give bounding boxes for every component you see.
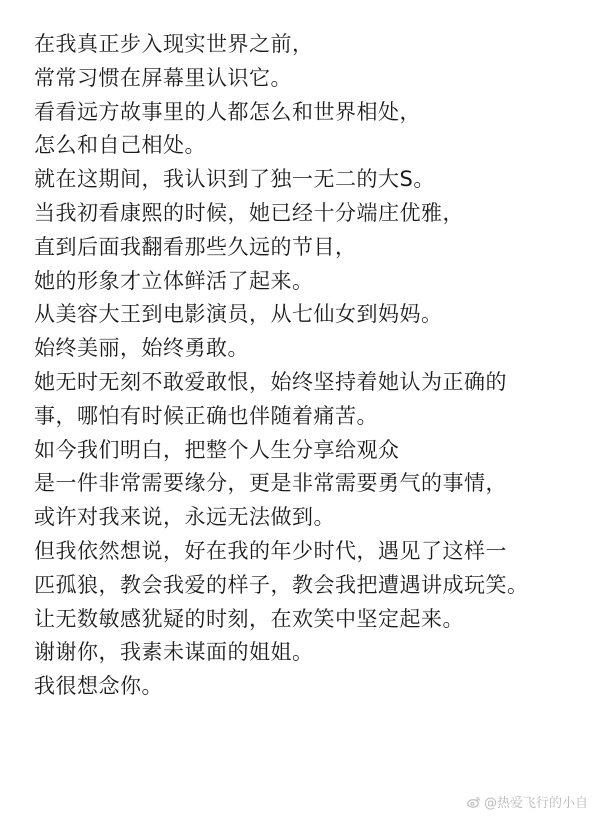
text-line: 始终美丽，始终勇敢。 (34, 336, 249, 361)
text-line: 是一件非常需要缘分，更是非常需要勇气的事情， (34, 471, 507, 496)
text-line: 从美容大王到电影演员，从七仙女到妈妈。 (34, 302, 443, 327)
text-line: 事，哪怕有时候正确也伴随着痛苦。 (34, 403, 378, 428)
text-line: 如今我们明白，把整个人生分享给观众 (34, 437, 400, 462)
text-line: 匹孤狼，教会我爱的样子，教会我把遭遇讲成玩笑。 (34, 572, 529, 597)
essay-text (34, 28, 590, 704)
text-line: 谢谢你，我素未谋面的姐姐。 (34, 640, 314, 665)
text-line: 就在这期间，我认识到了独一无二的大S。 (34, 167, 435, 192)
text-line: 或许对我来说，永远无法做到。 (34, 505, 335, 530)
text-line: 但我依然想说，好在我的年少时代，遇见了这样一 (34, 538, 507, 563)
text-line: 当我初看康熙的时候，她已经十分端庄优雅， (34, 200, 464, 225)
text-line: 让无数敏感犹疑的时刻，在欢笑中坚定起来。 (34, 606, 464, 631)
watermark (467, 792, 588, 811)
text-line: 我很想念你。 (34, 674, 163, 699)
watermark-text: @热爱飞行的小自 (483, 796, 588, 811)
text-line: 她的形象才立体鲜活了起来。 (34, 268, 314, 293)
weibo-logo-icon (467, 795, 481, 809)
text-line: 怎么和自己相处。 (34, 133, 206, 158)
text-line: 看看远方故事里的人都怎么和世界相处， (34, 99, 421, 124)
text-line: 常常习惯在屏幕里认识它。 (34, 65, 292, 90)
text-line: 直到后面我翻看那些久远的节目， (34, 234, 357, 259)
text-line: 她无时无刻不敢爱敢恨，始终坚持着她认为正确的 (34, 369, 507, 394)
text-line: 在我真正步入现实世界之前， (34, 32, 314, 56)
